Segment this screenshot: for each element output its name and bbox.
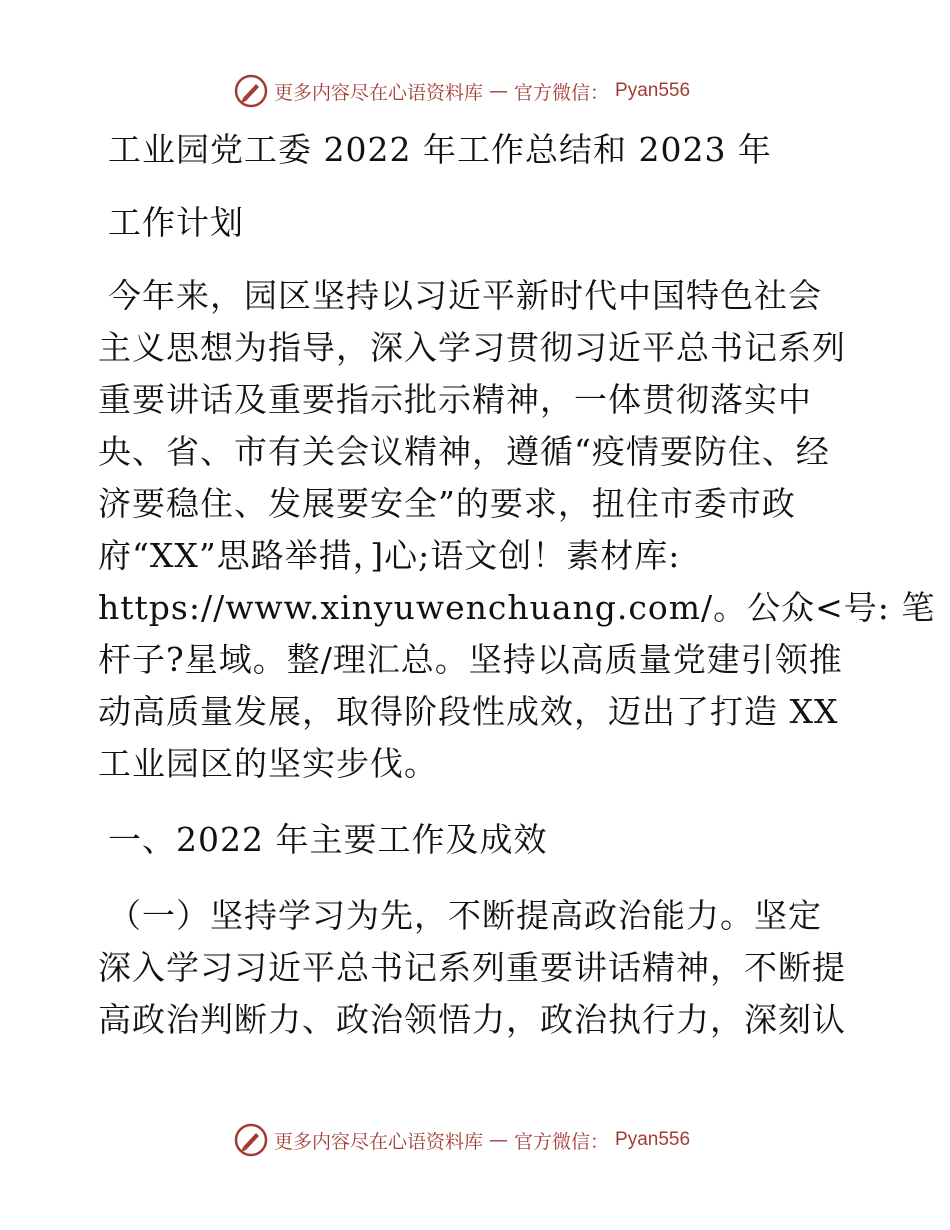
paragraph-line: 今年来，园区坚持以习近平新时代中国特色社会 — [108, 276, 822, 315]
paragraph-line: 动高质量发展，取得阶段性成效，迈出了打造 XX — [98, 692, 839, 731]
intro-paragraph — [98, 270, 936, 790]
paragraph-line: 工业园区的坚实步伐。 — [98, 744, 438, 783]
paragraph-line: https://www.xinyuwenchuang.com/。公众<号: 笔 — [98, 588, 936, 627]
paragraph-line: 济要稳住、发展要安全”的要求，扭住市委市政 — [98, 484, 796, 523]
paragraph-line: 主义思想为指导，深入学习贯彻习近平总书记系列 — [98, 328, 846, 367]
banner-text: 更多内容尽在心语资料库 — [274, 1130, 484, 1153]
document-title-line-1: 工业园党工委 2022 年工作总结和 2023 年 — [108, 130, 772, 169]
document-title-line-2: 工作计划 — [108, 203, 244, 242]
paragraph-line: 高政治判断力、政治领悟力，政治执行力，深刻认 — [98, 1000, 846, 1039]
banner-wechat-id: Pyan556 — [615, 1129, 691, 1150]
banner-separator: — — [489, 1129, 509, 1151]
paragraph-line: 府“XX”思路举措，]心;语文创！素材库: — [98, 536, 681, 575]
section-paragraph — [98, 890, 858, 1046]
paragraph-line: 深入学习习近平总书记系列重要讲话精神，不断提 — [98, 948, 846, 987]
section-heading: 一、2022 年主要工作及成效 — [108, 820, 548, 859]
banner-separator: — — [489, 80, 509, 102]
banner-text: 更多内容尽在心语资料库 — [274, 81, 484, 104]
paragraph-line: 重要讲话及重要指示批示精神，一体贯彻落实中 — [98, 380, 812, 419]
header-watermark-banner — [234, 71, 690, 111]
document-body — [98, 124, 936, 1046]
paragraph-line: 杆子?星域。整/理汇总。坚持以高质量党建引领推 — [98, 640, 843, 679]
banner-wechat-label: 官方微信： — [514, 81, 610, 104]
paragraph-line: （一）坚持学习为先，不断提高政治能力。坚定 — [108, 896, 822, 935]
banner-wechat-id: Pyan556 — [615, 80, 691, 101]
pen-logo-icon — [234, 1123, 268, 1157]
banner-wechat-label: 官方微信： — [514, 1130, 610, 1153]
footer-watermark-banner — [234, 1120, 690, 1160]
pen-logo-icon — [234, 74, 268, 108]
paragraph-line: 央、省、市有关会议精神，遵循“疫情要防住、经 — [98, 432, 830, 471]
